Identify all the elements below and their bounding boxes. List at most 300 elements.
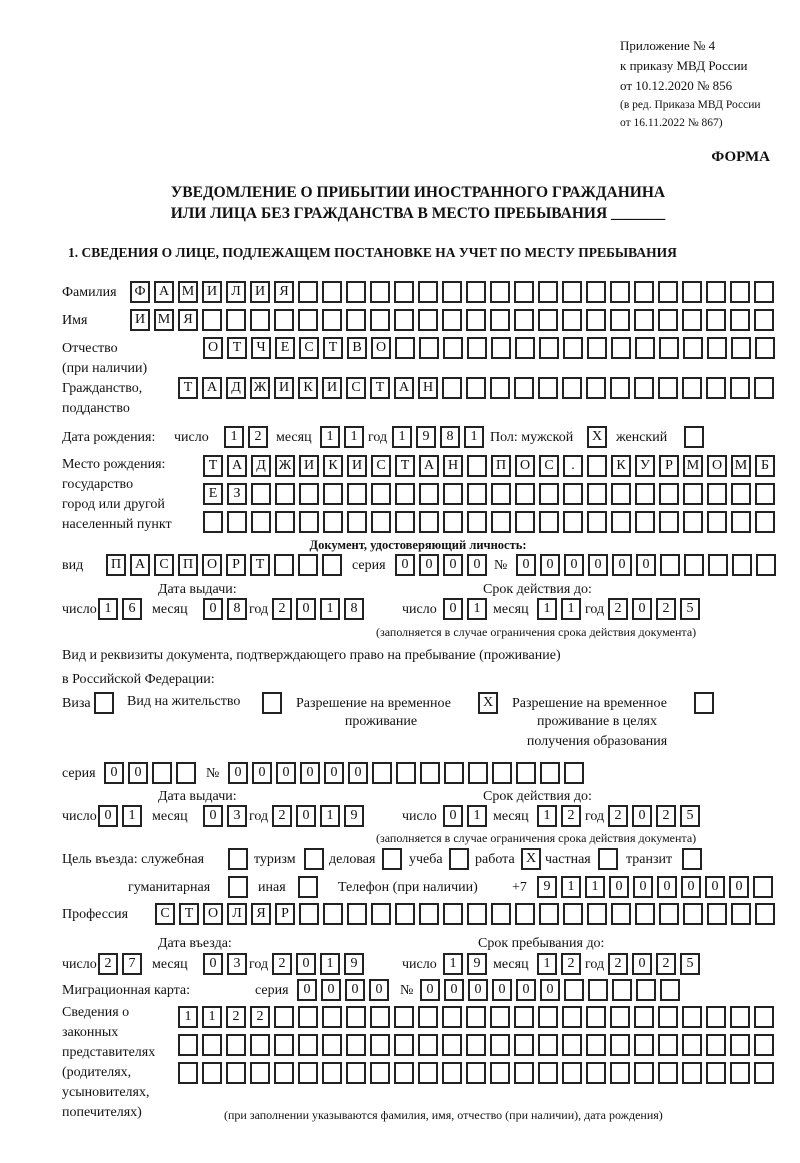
char-cell[interactable] bbox=[586, 377, 606, 399]
char-cell[interactable]: П bbox=[178, 554, 198, 576]
char-cell[interactable] bbox=[490, 377, 510, 399]
char-cell[interactable] bbox=[538, 1034, 558, 1056]
char-cell[interactable]: 0 bbox=[443, 598, 463, 620]
checkbox-cell[interactable] bbox=[228, 848, 248, 870]
char-cell[interactable] bbox=[443, 511, 463, 533]
char-cell[interactable] bbox=[466, 1062, 486, 1084]
char-cell[interactable] bbox=[322, 1062, 342, 1084]
char-cell[interactable]: И bbox=[299, 455, 319, 477]
char-cell[interactable] bbox=[466, 377, 486, 399]
char-cell[interactable] bbox=[515, 903, 535, 925]
char-cell[interactable]: О bbox=[203, 337, 223, 359]
char-cell[interactable] bbox=[515, 337, 535, 359]
checkbox-cell[interactable] bbox=[298, 876, 318, 898]
char-cell[interactable] bbox=[706, 1034, 726, 1056]
char-cell[interactable]: Я bbox=[178, 309, 198, 331]
char-cell[interactable]: Е bbox=[203, 483, 223, 505]
char-cell[interactable] bbox=[562, 377, 582, 399]
char-cell[interactable]: 1 bbox=[178, 1006, 198, 1028]
char-cell[interactable]: 1 bbox=[224, 426, 244, 448]
char-cell[interactable]: 0 bbox=[348, 762, 368, 784]
char-cell[interactable] bbox=[418, 1006, 438, 1028]
char-cell[interactable] bbox=[274, 309, 294, 331]
char-cell[interactable] bbox=[298, 1034, 318, 1056]
char-cell[interactable] bbox=[298, 1006, 318, 1028]
char-cell[interactable]: 1 bbox=[467, 805, 487, 827]
char-cell[interactable]: 0 bbox=[104, 762, 124, 784]
char-cell[interactable] bbox=[226, 309, 246, 331]
char-cell[interactable] bbox=[707, 337, 727, 359]
char-cell[interactable] bbox=[755, 903, 775, 925]
char-cell[interactable] bbox=[658, 309, 678, 331]
char-cell[interactable] bbox=[394, 1062, 414, 1084]
char-cell[interactable] bbox=[587, 455, 607, 477]
char-cell[interactable] bbox=[682, 281, 702, 303]
char-cell[interactable]: Т bbox=[250, 554, 270, 576]
char-cell[interactable]: К bbox=[611, 455, 631, 477]
char-cell[interactable]: 8 bbox=[227, 598, 247, 620]
char-cell[interactable] bbox=[730, 309, 750, 331]
char-cell[interactable]: Л bbox=[226, 281, 246, 303]
char-cell[interactable]: 0 bbox=[296, 953, 316, 975]
char-cell[interactable] bbox=[658, 281, 678, 303]
char-cell[interactable]: М bbox=[154, 309, 174, 331]
char-cell[interactable] bbox=[370, 309, 390, 331]
char-cell[interactable] bbox=[562, 1034, 582, 1056]
char-cell[interactable]: 1 bbox=[320, 805, 340, 827]
char-cell[interactable] bbox=[659, 337, 679, 359]
char-cell[interactable]: 1 bbox=[202, 1006, 222, 1028]
char-cell[interactable] bbox=[539, 903, 559, 925]
char-cell[interactable] bbox=[322, 1006, 342, 1028]
char-cell[interactable] bbox=[538, 281, 558, 303]
char-cell[interactable] bbox=[274, 554, 294, 576]
char-cell[interactable] bbox=[443, 337, 463, 359]
char-cell[interactable] bbox=[490, 1006, 510, 1028]
char-cell[interactable]: 1 bbox=[98, 598, 118, 620]
char-cell[interactable]: 2 bbox=[248, 426, 268, 448]
char-cell[interactable] bbox=[444, 762, 464, 784]
char-cell[interactable]: 0 bbox=[729, 876, 749, 898]
char-cell[interactable] bbox=[419, 483, 439, 505]
char-cell[interactable] bbox=[730, 1006, 750, 1028]
char-cell[interactable]: 2 bbox=[561, 953, 581, 975]
char-cell[interactable]: 0 bbox=[203, 598, 223, 620]
char-cell[interactable]: 6 bbox=[122, 598, 142, 620]
char-cell[interactable] bbox=[636, 979, 656, 1001]
char-cell[interactable] bbox=[274, 1006, 294, 1028]
char-cell[interactable] bbox=[586, 1034, 606, 1056]
char-cell[interactable]: Б bbox=[755, 455, 775, 477]
char-cell[interactable]: 0 bbox=[612, 554, 632, 576]
char-cell[interactable] bbox=[730, 1034, 750, 1056]
char-cell[interactable] bbox=[706, 309, 726, 331]
char-cell[interactable] bbox=[370, 1062, 390, 1084]
char-cell[interactable]: Я bbox=[251, 903, 271, 925]
char-cell[interactable]: 8 bbox=[440, 426, 460, 448]
char-cell[interactable] bbox=[322, 309, 342, 331]
char-cell[interactable]: К bbox=[323, 455, 343, 477]
char-cell[interactable] bbox=[634, 1034, 654, 1056]
char-cell[interactable] bbox=[658, 1006, 678, 1028]
char-cell[interactable]: П bbox=[106, 554, 126, 576]
char-cell[interactable]: 0 bbox=[321, 979, 341, 1001]
char-cell[interactable] bbox=[323, 511, 343, 533]
char-cell[interactable] bbox=[442, 1006, 462, 1028]
char-cell[interactable] bbox=[442, 377, 462, 399]
char-cell[interactable] bbox=[683, 337, 703, 359]
char-cell[interactable] bbox=[226, 1034, 246, 1056]
char-cell[interactable]: Д bbox=[226, 377, 246, 399]
char-cell[interactable] bbox=[395, 337, 415, 359]
char-cell[interactable]: 2 bbox=[608, 953, 628, 975]
checkbox-cell[interactable]: X bbox=[587, 426, 607, 448]
char-cell[interactable]: 0 bbox=[98, 805, 118, 827]
char-cell[interactable] bbox=[467, 903, 487, 925]
char-cell[interactable]: Р bbox=[226, 554, 246, 576]
char-cell[interactable] bbox=[610, 309, 630, 331]
char-cell[interactable] bbox=[634, 281, 654, 303]
char-cell[interactable]: 1 bbox=[344, 426, 364, 448]
char-cell[interactable] bbox=[659, 903, 679, 925]
char-cell[interactable]: 0 bbox=[681, 876, 701, 898]
char-cell[interactable] bbox=[371, 903, 391, 925]
char-cell[interactable] bbox=[586, 1006, 606, 1028]
checkbox-cell[interactable]: X bbox=[478, 692, 498, 714]
char-cell[interactable]: 5 bbox=[680, 805, 700, 827]
char-cell[interactable] bbox=[394, 1034, 414, 1056]
char-cell[interactable]: 0 bbox=[395, 554, 415, 576]
char-cell[interactable] bbox=[298, 309, 318, 331]
char-cell[interactable] bbox=[202, 1062, 222, 1084]
char-cell[interactable] bbox=[707, 511, 727, 533]
char-cell[interactable] bbox=[515, 511, 535, 533]
char-cell[interactable] bbox=[514, 1034, 534, 1056]
char-cell[interactable] bbox=[442, 281, 462, 303]
char-cell[interactable] bbox=[731, 511, 751, 533]
checkbox-cell[interactable] bbox=[94, 692, 114, 714]
char-cell[interactable] bbox=[660, 979, 680, 1001]
char-cell[interactable] bbox=[611, 483, 631, 505]
char-cell[interactable] bbox=[202, 309, 222, 331]
char-cell[interactable]: А bbox=[227, 455, 247, 477]
char-cell[interactable]: 0 bbox=[228, 762, 248, 784]
char-cell[interactable] bbox=[394, 1006, 414, 1028]
char-cell[interactable]: 9 bbox=[467, 953, 487, 975]
char-cell[interactable] bbox=[322, 1034, 342, 1056]
char-cell[interactable] bbox=[372, 762, 392, 784]
char-cell[interactable] bbox=[371, 511, 391, 533]
char-cell[interactable] bbox=[323, 483, 343, 505]
char-cell[interactable] bbox=[538, 1006, 558, 1028]
char-cell[interactable] bbox=[754, 309, 774, 331]
char-cell[interactable]: 0 bbox=[588, 554, 608, 576]
char-cell[interactable]: 0 bbox=[296, 598, 316, 620]
checkbox-cell[interactable] bbox=[449, 848, 469, 870]
char-cell[interactable]: 0 bbox=[632, 953, 652, 975]
char-cell[interactable] bbox=[539, 483, 559, 505]
char-cell[interactable]: И bbox=[347, 455, 367, 477]
checkbox-cell[interactable] bbox=[694, 692, 714, 714]
char-cell[interactable] bbox=[540, 762, 560, 784]
char-cell[interactable] bbox=[491, 903, 511, 925]
char-cell[interactable] bbox=[682, 377, 702, 399]
char-cell[interactable]: 0 bbox=[632, 598, 652, 620]
char-cell[interactable]: 0 bbox=[443, 805, 463, 827]
char-cell[interactable]: Т bbox=[178, 377, 198, 399]
char-cell[interactable]: Т bbox=[323, 337, 343, 359]
char-cell[interactable]: 0 bbox=[468, 979, 488, 1001]
char-cell[interactable]: 0 bbox=[252, 762, 272, 784]
char-cell[interactable] bbox=[370, 281, 390, 303]
char-cell[interactable] bbox=[515, 483, 535, 505]
char-cell[interactable]: 1 bbox=[320, 426, 340, 448]
char-cell[interactable] bbox=[490, 281, 510, 303]
char-cell[interactable] bbox=[322, 281, 342, 303]
char-cell[interactable] bbox=[684, 554, 704, 576]
char-cell[interactable]: 1 bbox=[320, 953, 340, 975]
char-cell[interactable]: 9 bbox=[416, 426, 436, 448]
char-cell[interactable]: 0 bbox=[636, 554, 656, 576]
char-cell[interactable] bbox=[299, 903, 319, 925]
char-cell[interactable] bbox=[610, 377, 630, 399]
char-cell[interactable]: 3 bbox=[227, 805, 247, 827]
char-cell[interactable] bbox=[755, 483, 775, 505]
char-cell[interactable] bbox=[635, 337, 655, 359]
char-cell[interactable]: 8 bbox=[344, 598, 364, 620]
char-cell[interactable] bbox=[466, 309, 486, 331]
char-cell[interactable] bbox=[395, 903, 415, 925]
char-cell[interactable]: Т bbox=[370, 377, 390, 399]
char-cell[interactable]: Ч bbox=[251, 337, 271, 359]
char-cell[interactable] bbox=[490, 1034, 510, 1056]
char-cell[interactable] bbox=[394, 281, 414, 303]
char-cell[interactable]: Р bbox=[659, 455, 679, 477]
char-cell[interactable] bbox=[658, 1062, 678, 1084]
char-cell[interactable] bbox=[347, 483, 367, 505]
char-cell[interactable]: И bbox=[250, 281, 270, 303]
char-cell[interactable]: 2 bbox=[656, 805, 676, 827]
char-cell[interactable]: М bbox=[731, 455, 751, 477]
char-cell[interactable]: 0 bbox=[633, 876, 653, 898]
char-cell[interactable] bbox=[322, 554, 342, 576]
char-cell[interactable]: 2 bbox=[272, 598, 292, 620]
char-cell[interactable]: О bbox=[202, 554, 222, 576]
char-cell[interactable]: 0 bbox=[516, 979, 536, 1001]
char-cell[interactable]: О bbox=[371, 337, 391, 359]
char-cell[interactable] bbox=[658, 1034, 678, 1056]
char-cell[interactable] bbox=[610, 1006, 630, 1028]
char-cell[interactable] bbox=[514, 1006, 534, 1028]
char-cell[interactable]: 0 bbox=[369, 979, 389, 1001]
char-cell[interactable] bbox=[682, 1006, 702, 1028]
char-cell[interactable]: 2 bbox=[98, 953, 118, 975]
char-cell[interactable] bbox=[514, 377, 534, 399]
char-cell[interactable] bbox=[371, 483, 391, 505]
char-cell[interactable] bbox=[564, 979, 584, 1001]
char-cell[interactable] bbox=[754, 1006, 774, 1028]
char-cell[interactable] bbox=[612, 979, 632, 1001]
char-cell[interactable]: 9 bbox=[537, 876, 557, 898]
char-cell[interactable] bbox=[251, 511, 271, 533]
char-cell[interactable]: 1 bbox=[443, 953, 463, 975]
char-cell[interactable] bbox=[635, 903, 655, 925]
char-cell[interactable] bbox=[491, 483, 511, 505]
char-cell[interactable] bbox=[466, 1034, 486, 1056]
char-cell[interactable]: С bbox=[154, 554, 174, 576]
char-cell[interactable] bbox=[756, 554, 776, 576]
char-cell[interactable]: Т bbox=[179, 903, 199, 925]
char-cell[interactable] bbox=[731, 903, 751, 925]
char-cell[interactable]: Н bbox=[443, 455, 463, 477]
char-cell[interactable]: И bbox=[202, 281, 222, 303]
char-cell[interactable]: 1 bbox=[585, 876, 605, 898]
char-cell[interactable] bbox=[754, 1034, 774, 1056]
char-cell[interactable]: С bbox=[371, 455, 391, 477]
char-cell[interactable] bbox=[442, 1034, 462, 1056]
char-cell[interactable] bbox=[539, 337, 559, 359]
char-cell[interactable] bbox=[611, 903, 631, 925]
char-cell[interactable] bbox=[491, 511, 511, 533]
char-cell[interactable] bbox=[730, 1062, 750, 1084]
char-cell[interactable] bbox=[658, 377, 678, 399]
char-cell[interactable]: 2 bbox=[608, 598, 628, 620]
char-cell[interactable] bbox=[683, 511, 703, 533]
char-cell[interactable] bbox=[730, 281, 750, 303]
char-cell[interactable] bbox=[587, 483, 607, 505]
char-cell[interactable] bbox=[346, 309, 366, 331]
char-cell[interactable] bbox=[514, 309, 534, 331]
char-cell[interactable] bbox=[466, 1006, 486, 1028]
char-cell[interactable] bbox=[660, 554, 680, 576]
char-cell[interactable] bbox=[418, 1062, 438, 1084]
char-cell[interactable] bbox=[634, 1062, 654, 1084]
char-cell[interactable] bbox=[587, 903, 607, 925]
char-cell[interactable]: П bbox=[491, 455, 511, 477]
char-cell[interactable] bbox=[635, 483, 655, 505]
char-cell[interactable]: 2 bbox=[272, 805, 292, 827]
checkbox-cell[interactable] bbox=[382, 848, 402, 870]
char-cell[interactable] bbox=[538, 1062, 558, 1084]
char-cell[interactable]: 0 bbox=[444, 979, 464, 1001]
char-cell[interactable] bbox=[706, 281, 726, 303]
char-cell[interactable]: 1 bbox=[122, 805, 142, 827]
char-cell[interactable]: 2 bbox=[272, 953, 292, 975]
char-cell[interactable] bbox=[299, 483, 319, 505]
char-cell[interactable] bbox=[178, 1034, 198, 1056]
char-cell[interactable] bbox=[250, 1034, 270, 1056]
checkbox-cell[interactable]: X bbox=[521, 848, 541, 870]
char-cell[interactable]: Т bbox=[203, 455, 223, 477]
char-cell[interactable] bbox=[563, 337, 583, 359]
char-cell[interactable]: 0 bbox=[420, 979, 440, 1001]
char-cell[interactable] bbox=[299, 511, 319, 533]
char-cell[interactable]: 0 bbox=[540, 554, 560, 576]
char-cell[interactable] bbox=[298, 554, 318, 576]
char-cell[interactable]: С bbox=[539, 455, 559, 477]
char-cell[interactable] bbox=[683, 903, 703, 925]
char-cell[interactable] bbox=[226, 1062, 246, 1084]
char-cell[interactable] bbox=[467, 337, 487, 359]
char-cell[interactable]: С bbox=[299, 337, 319, 359]
char-cell[interactable] bbox=[298, 281, 318, 303]
char-cell[interactable] bbox=[467, 511, 487, 533]
char-cell[interactable] bbox=[152, 762, 172, 784]
char-cell[interactable] bbox=[538, 377, 558, 399]
char-cell[interactable] bbox=[203, 511, 223, 533]
char-cell[interactable] bbox=[586, 281, 606, 303]
char-cell[interactable] bbox=[707, 483, 727, 505]
char-cell[interactable]: 0 bbox=[705, 876, 725, 898]
char-cell[interactable]: 0 bbox=[296, 805, 316, 827]
char-cell[interactable] bbox=[588, 979, 608, 1001]
char-cell[interactable]: Ф bbox=[130, 281, 150, 303]
char-cell[interactable]: 0 bbox=[276, 762, 296, 784]
char-cell[interactable]: У bbox=[635, 455, 655, 477]
char-cell[interactable] bbox=[490, 309, 510, 331]
checkbox-cell[interactable] bbox=[682, 848, 702, 870]
char-cell[interactable]: 0 bbox=[540, 979, 560, 1001]
char-cell[interactable]: Ж bbox=[250, 377, 270, 399]
char-cell[interactable]: 1 bbox=[537, 953, 557, 975]
char-cell[interactable] bbox=[178, 1062, 198, 1084]
char-cell[interactable] bbox=[419, 337, 439, 359]
char-cell[interactable] bbox=[562, 309, 582, 331]
char-cell[interactable] bbox=[274, 1062, 294, 1084]
char-cell[interactable]: 0 bbox=[632, 805, 652, 827]
char-cell[interactable] bbox=[755, 511, 775, 533]
char-cell[interactable]: 1 bbox=[320, 598, 340, 620]
char-cell[interactable] bbox=[634, 377, 654, 399]
checkbox-cell[interactable] bbox=[304, 848, 324, 870]
char-cell[interactable] bbox=[586, 309, 606, 331]
char-cell[interactable]: Н bbox=[418, 377, 438, 399]
char-cell[interactable]: Я bbox=[274, 281, 294, 303]
char-cell[interactable]: 0 bbox=[467, 554, 487, 576]
char-cell[interactable] bbox=[514, 281, 534, 303]
char-cell[interactable]: Ж bbox=[275, 455, 295, 477]
char-cell[interactable] bbox=[418, 309, 438, 331]
char-cell[interactable] bbox=[754, 1062, 774, 1084]
char-cell[interactable] bbox=[274, 1034, 294, 1056]
char-cell[interactable] bbox=[466, 281, 486, 303]
char-cell[interactable]: 1 bbox=[537, 805, 557, 827]
char-cell[interactable] bbox=[564, 762, 584, 784]
char-cell[interactable]: 0 bbox=[203, 805, 223, 827]
char-cell[interactable] bbox=[419, 511, 439, 533]
char-cell[interactable]: 2 bbox=[561, 805, 581, 827]
char-cell[interactable]: 0 bbox=[657, 876, 677, 898]
char-cell[interactable] bbox=[298, 1062, 318, 1084]
char-cell[interactable]: М bbox=[178, 281, 198, 303]
char-cell[interactable]: А bbox=[394, 377, 414, 399]
char-cell[interactable] bbox=[683, 483, 703, 505]
char-cell[interactable]: . bbox=[563, 455, 583, 477]
char-cell[interactable] bbox=[634, 309, 654, 331]
char-cell[interactable] bbox=[562, 1006, 582, 1028]
char-cell[interactable] bbox=[468, 762, 488, 784]
char-cell[interactable] bbox=[682, 1034, 702, 1056]
char-cell[interactable] bbox=[418, 281, 438, 303]
char-cell[interactable] bbox=[346, 281, 366, 303]
char-cell[interactable] bbox=[346, 1006, 366, 1028]
char-cell[interactable] bbox=[753, 876, 773, 898]
char-cell[interactable] bbox=[227, 511, 247, 533]
char-cell[interactable] bbox=[706, 1062, 726, 1084]
char-cell[interactable]: 1 bbox=[561, 598, 581, 620]
char-cell[interactable] bbox=[706, 377, 726, 399]
char-cell[interactable]: 0 bbox=[564, 554, 584, 576]
